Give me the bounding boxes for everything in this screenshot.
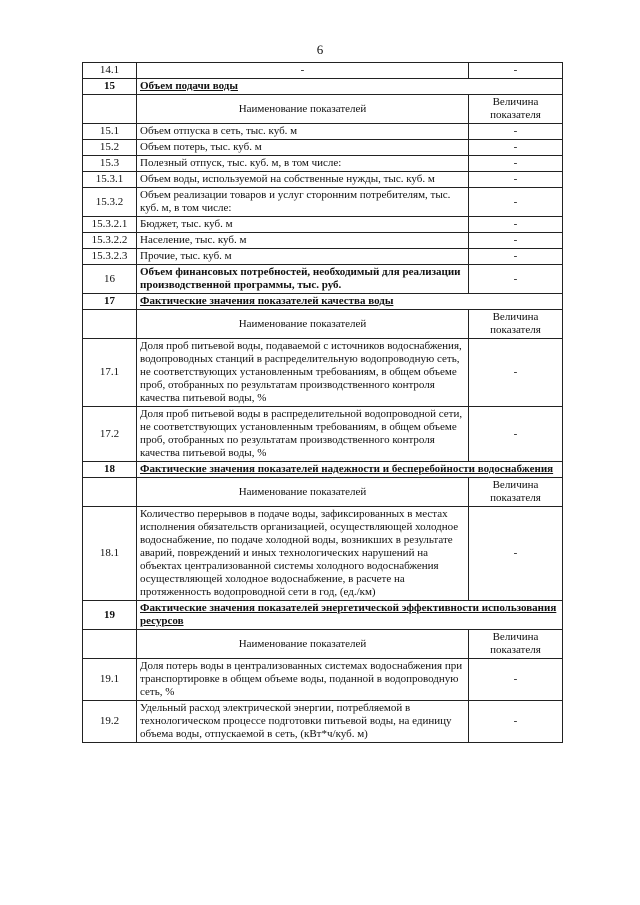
row-text: Доля потерь воды в централизованных системах водоснабжения при транспортировке в общем объеме воды, поданной в водопроводную сеть, % (137, 659, 469, 701)
header-value-cell: Величина показателя (469, 310, 563, 339)
page-number: 6 (316, 42, 324, 57)
table-row (83, 507, 563, 601)
header-name-cell: Наименование показателей (137, 310, 469, 339)
section-number: 17 (83, 294, 137, 310)
row-number: 15.3.1 (83, 172, 137, 188)
row-value: - (469, 63, 563, 79)
row-number: 18.1 (83, 507, 137, 601)
row-value: - (469, 233, 563, 249)
row-text: Население, тыс. куб. м (137, 233, 469, 249)
row-number: 17.1 (83, 339, 137, 407)
row-number: 15.3.2.1 (83, 217, 137, 233)
header-value-cell: Величина показателя (469, 478, 563, 507)
row-value: - (469, 140, 563, 156)
row-number: 15.2 (83, 140, 137, 156)
row-number: 17.2 (83, 407, 137, 462)
table-row (83, 156, 563, 172)
row-value: - (469, 407, 563, 462)
row-text: - (137, 63, 469, 79)
table-header-row (83, 630, 563, 659)
indicators-table (82, 62, 563, 743)
row-number: 15.3.2.3 (83, 249, 137, 265)
section-number: 19 (83, 601, 137, 630)
row-text: Прочие, тыс. куб. м (137, 249, 469, 265)
section-number: 18 (83, 462, 137, 478)
row-text: Объем реализации товаров и услуг сторонним потребителям, тыс. куб. м, в том числе: (137, 188, 469, 217)
row-value: - (469, 124, 563, 140)
row-text: Количество перерывов в подаче воды, зафиксированных в местах исполнения обязательств организацией, осуществляющей холодное водоснабжение, по подаче холодной воды, возникших в результате аварий, повреждений и иных технологических нарушений на объектах централизованной системы холодного водоснабжения осуществляющей холодное водоснабжение, в расчете на протяженность водопроводной сети в год, (ед./км) (137, 507, 469, 601)
row-text: Объем воды, используемой на собственные нужды, тыс. куб. м (137, 172, 469, 188)
header-empty-cell (83, 310, 137, 339)
header-name-cell: Наименование показателей (137, 95, 469, 124)
table-row (83, 265, 563, 294)
row-number: 14.1 (83, 63, 137, 79)
table-row (83, 63, 563, 79)
row-text: Бюджет, тыс. куб. м (137, 217, 469, 233)
table-header-row (83, 478, 563, 507)
row-number: 19.1 (83, 659, 137, 701)
header-name-cell: Наименование показателей (137, 630, 469, 659)
section-title: Фактические значения показателей энергетической эффективности использования ресурсов (137, 601, 563, 630)
row-number: 15.3.2.2 (83, 233, 137, 249)
table-header-row (83, 310, 563, 339)
table-row (83, 217, 563, 233)
row-text: Объем потерь, тыс. куб. м (137, 140, 469, 156)
section-row (83, 294, 563, 310)
row-value: - (469, 659, 563, 701)
header-value-cell: Величина показателя (469, 630, 563, 659)
section-row (83, 462, 563, 478)
header-name-cell: Наименование показателей (137, 478, 469, 507)
row-text: Объем отпуска в сеть, тыс. куб. м (137, 124, 469, 140)
row-text: Полезный отпуск, тыс. куб. м, в том числе: (137, 156, 469, 172)
row-value: - (469, 265, 563, 294)
table-row (83, 339, 563, 407)
row-number: 16 (83, 265, 137, 294)
section-row (83, 601, 563, 630)
row-value: - (469, 339, 563, 407)
row-text: Удельный расход электрической энергии, потребляемой в технологическом процессе подготовки питьевой воды, на единицу объема воды, отпускаемой в сеть, (кВт*ч/куб. м) (137, 701, 469, 743)
table-row (83, 659, 563, 701)
table-row (83, 172, 563, 188)
header-empty-cell (83, 478, 137, 507)
header-value-cell: Величина показателя (469, 95, 563, 124)
table-row (83, 249, 563, 265)
row-number: 19.2 (83, 701, 137, 743)
section-title: Фактические значения показателей надежности и бесперебойности водоснабжения (137, 462, 563, 478)
table-row (83, 407, 563, 462)
section-row (83, 79, 563, 95)
row-value: - (469, 701, 563, 743)
table-row (83, 124, 563, 140)
section-number: 15 (83, 79, 137, 95)
table-row (83, 188, 563, 217)
row-value: - (469, 217, 563, 233)
row-value: - (469, 188, 563, 217)
header-empty-cell (83, 630, 137, 659)
row-value: - (469, 156, 563, 172)
row-text: Доля проб питьевой воды, подаваемой с источников водоснабжения, водопроводных станций в распределительную водопроводную сеть, не соответствующих установленным требованиям, в общем объеме проб, отобранных по результатам производственного контроля качества питьевой воды, % (137, 339, 469, 407)
row-value: - (469, 249, 563, 265)
row-number: 15.1 (83, 124, 137, 140)
section-title: Объем подачи воды (137, 79, 563, 95)
section-title: Фактические значения показателей качества воды (137, 294, 563, 310)
row-number: 15.3.2 (83, 188, 137, 217)
row-value: - (469, 507, 563, 601)
row-number: 15.3 (83, 156, 137, 172)
table-header-row (83, 95, 563, 124)
row-text: Объем финансовых потребностей, необходимый для реализации производственной программы, тыс. руб. (137, 265, 469, 294)
table-row (83, 701, 563, 743)
header-empty-cell (83, 95, 137, 124)
row-value: - (469, 172, 563, 188)
row-text: Доля проб питьевой воды в распределительной водопроводной сети, не соответствующих установленным требованиям, в общем объеме проб, отобранных по результатам производственного контроля качества питьевой воды, % (137, 407, 469, 462)
table-row (83, 140, 563, 156)
table-row (83, 233, 563, 249)
